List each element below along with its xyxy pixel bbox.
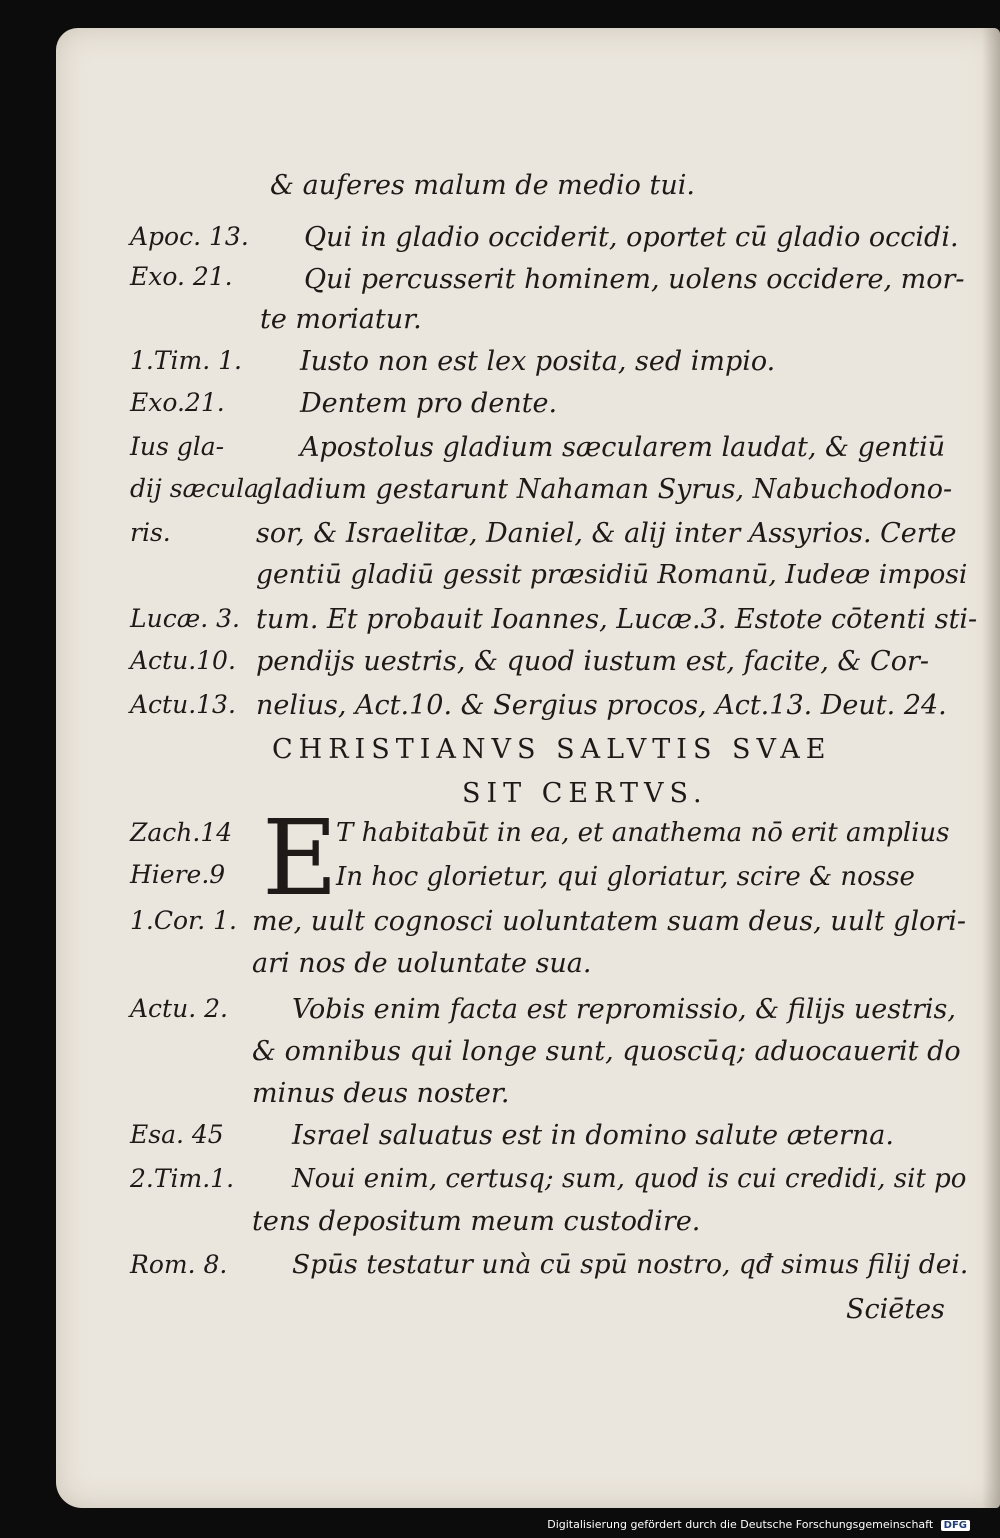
text-line: Dentem pro dente. <box>300 388 558 419</box>
text-line: ari nos de uoluntate sua. <box>252 948 592 979</box>
margin-ref: 1.Tim. 1. <box>130 346 242 375</box>
text-line: Iusto non est lex posita, sed impio. <box>300 346 776 377</box>
text-line: Noui enim, certusq; sum, quod is cui credidi, sit po <box>292 1164 967 1194</box>
book-page <box>56 28 1000 1508</box>
margin-ref: Actu. 2. <box>130 994 228 1023</box>
text-line: tens depositum meum custodire. <box>252 1206 701 1237</box>
text-line: minus deus noster. <box>252 1078 510 1109</box>
text-line: Apostolus gladium sæcularem laudat, & gentiū <box>300 432 946 463</box>
catchword: Sciētes <box>846 1294 945 1325</box>
margin-ref: Zach.14 <box>130 818 233 847</box>
margin-ref: Rom. 8. <box>130 1250 228 1279</box>
dfg-logo-icon: DFG <box>941 1520 970 1531</box>
margin-ref: Exo.21. <box>130 388 225 417</box>
margin-ref: 2.Tim.1. <box>130 1164 235 1193</box>
text-line: In hoc glorietur, qui gloriatur, scire & nosse <box>336 862 915 892</box>
margin-ref: Hiere.9 <box>130 860 226 889</box>
margin-ref: Apoc. 13. <box>130 222 249 251</box>
margin-ref: Esa. 45 <box>130 1120 224 1149</box>
text-line: me, uult cognosci uoluntatem suam deus, uult glori- <box>252 906 966 937</box>
section-heading: CHRISTIANVS SALVTIS SVAE <box>272 734 832 765</box>
text-line: te moriatur. <box>260 304 422 335</box>
text-line: Vobis enim facta est repromissio, & filijs uestris, <box>292 994 956 1025</box>
text-line: & auferes malum de medio tui. <box>270 170 695 201</box>
text-line: sor, & Israelitæ, Daniel, & alij inter Assyrios. Certe <box>256 518 957 549</box>
margin-ref: Actu.13. <box>130 690 236 719</box>
footer-text: Digitalisierung gefördert durch die Deutsche Forschungsgemeinschaft <box>547 1518 934 1531</box>
digitization-footer <box>547 1518 970 1531</box>
margin-ref: Actu.10. <box>130 646 236 675</box>
margin-ref: ris. <box>130 518 171 547</box>
text-line: Israel saluatus est in domino salute æterna. <box>292 1120 894 1151</box>
text-line: & omnibus qui longe sunt, quoscūq; aduocauerit do <box>252 1036 961 1067</box>
text-line: T habitabūt in ea, et anathema nō erit amplius <box>336 818 950 848</box>
text-line: pendijs uestris, & quod iustum est, facite, & Cor- <box>256 646 929 677</box>
margin-ref: Lucæ. 3. <box>130 604 240 633</box>
text-line: gladium gestarunt Nahaman Syrus, Nabuchodono- <box>256 474 953 505</box>
text-line: gentiū gladiū gessit præsidiū Romanū, Iudeæ imposi <box>256 559 968 590</box>
text-line: Qui in gladio occiderit, oportet cū gladio occidi. <box>304 222 959 253</box>
margin-ref: Ius gla- <box>130 432 225 461</box>
text-line: Qui percusserit hominem, uolens occidere, mor- <box>304 264 965 295</box>
section-heading: SIT CERTVS. <box>462 778 708 809</box>
margin-ref: 1.Cor. 1. <box>130 906 237 935</box>
margin-ref: dij sæcula <box>130 474 260 503</box>
text-line: nelius, Act.10. & Sergius procos, Act.13. Deut. 24. <box>256 690 947 721</box>
text-line: Spūs testatur unà cū spū nostro, qđ simus filij dei. <box>292 1249 969 1280</box>
margin-ref: Exo. 21. <box>130 262 233 291</box>
text-line: tum. Et probauit Ioannes, Lucæ.3. Estote cōtenti sti- <box>256 604 978 635</box>
drop-cap-initial: E <box>262 797 338 919</box>
